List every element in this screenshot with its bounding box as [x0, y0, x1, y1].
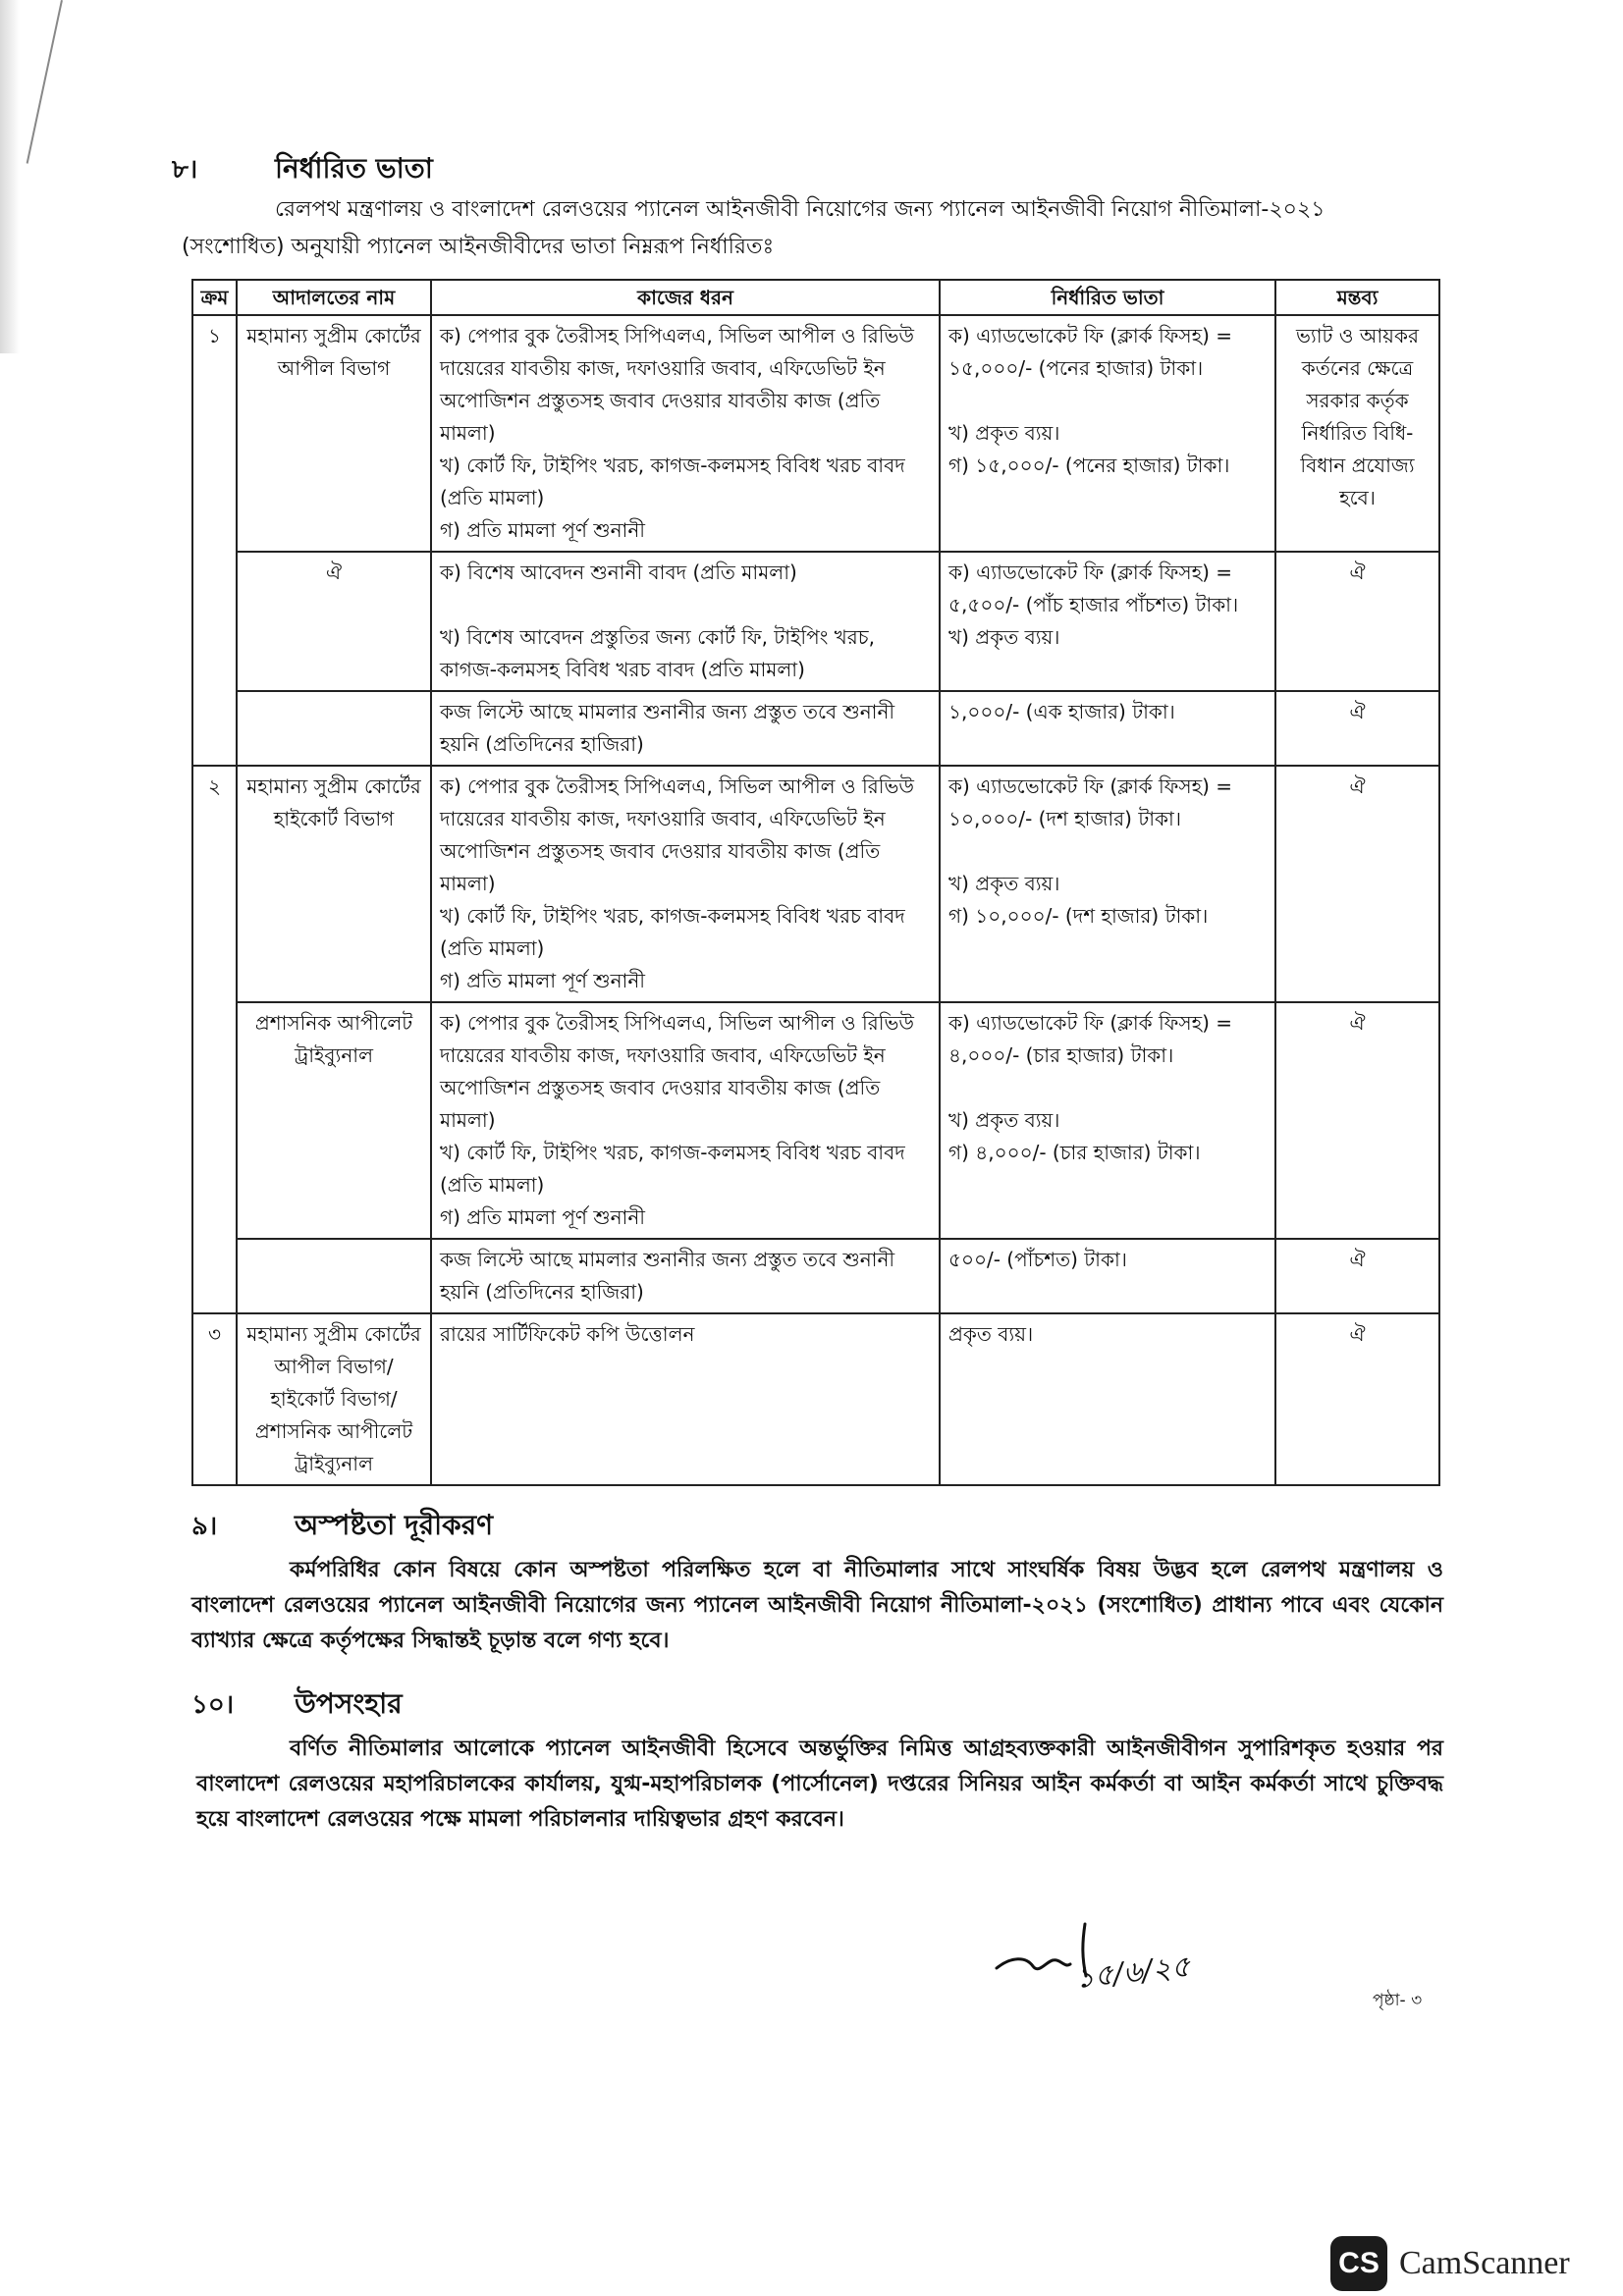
section-10-heading [191, 1682, 403, 1729]
fee-cell [940, 552, 1275, 691]
section-9-text: কর্মপরিধির কোন বিষয়ে কোন অস্পষ্টতা পরিলক্ষিত হলে বা নীতিমালার সাথে সাংঘর্ষিক বিষয় উদ্ভব হলে রেলপথ মন্ত্রণালয় ও বাংলাদেশ রেলওয়ের প্যানেল আইনজীবী নিয়োগের জন্য প্যানেল আইনজীবী নিয়োগ নীতিমালা-২০২১ (সংশোধিত) প্রাধান্য পাবে এবং যেকোন ব্যাখ্যার ক্ষেত্রে কর্তৃপক্ষের সিদ্ধান্তই চূড়ান্ত বলে গণ্য হবে। [191, 1558, 1443, 1653]
remarks-cell: ঐ [1275, 1239, 1439, 1313]
remarks-cell: ঐ [1275, 766, 1439, 1002]
table-row [192, 552, 1439, 691]
table-row [192, 1002, 1439, 1239]
work-cell [431, 766, 940, 1002]
fee-item: ক) এ্যাডভোকেট ফি (ক্লার্ক ফিসহ) = ১০,০০০/- (দশ হাজার) টাকা। [948, 774, 1232, 830]
section-10-text: বর্ণিত নীতিমালার আলোকে প্যানেল আইনজীবী হিসেবে অন্তর্ভুক্তির নিমিত্ত আগ্রহব্যক্তকারী আইনজীবীগন সুপারিশকৃত হওয়ার পর বাংলাদেশ রেলওয়ের মহাপরিচালকের কার্যালয়, যুগ্ম-মহাপরিচালক (পার্সোনেল) দপ্তরের সিনিয়র আইন কর্মকর্তা বা আইন কর্মকর্তা সাথে চুক্তিবদ্ধ হয়ে বাংলাদেশ রেলওয়ের পক্ষে মামলা পরিচালনার দায়িত্বভার গ্রহণ করবেন। [196, 1736, 1443, 1832]
fee-cell [940, 1002, 1275, 1239]
header-fee: নির্ধারিত ভাতা [940, 280, 1275, 315]
allowance-table [191, 279, 1440, 1486]
table-header-row [192, 280, 1439, 315]
work-cell: কজ লিস্টে আছে মামলার শুনানীর জন্য প্রস্তুত তবে শুনানী হয়নি (প্রতিদিনের হাজিরা) [431, 1239, 940, 1313]
work-item: খ) কোর্ট ফি, টাইপিং খরচ, কাগজ-কলমসহ বিবিধ খরচ বাবদ (প্রতি মামলা) [440, 454, 905, 509]
table-row [192, 691, 1439, 766]
fee-cell: ৫০০/- (পাঁচশত) টাকা। [940, 1239, 1275, 1313]
section-8-intro-line1: রেলপথ মন্ত্রণালয় ও বাংলাদেশ রেলওয়ের প্যানেল আইনজীবী নিয়োগের জন্য প্যানেল আইনজীবী নিয়োগ নীতিমালা-২০২১ [275, 197, 1325, 222]
section-number: ১০। [191, 1690, 235, 1720]
remarks-cell: ভ্যাট ও আয়কর কর্তনের ক্ষেত্রে সরকার কর্তৃক নির্ধারিত বিধি-বিধান প্রযোজ্য হবে। [1275, 315, 1439, 552]
section-8-intro-line2: (সংশোধিত) অনুযায়ী প্যানেল আইনজীবীদের ভাতা নিম্নরূপ নির্ধারিতঃ [182, 235, 775, 259]
court-cell [237, 1239, 431, 1313]
court-cell: মহামান্য সুপ্রীম কোর্টের হাইকোর্ট বিভাগ [237, 766, 431, 1002]
work-cell [431, 315, 940, 552]
work-item: খ) কোর্ট ফি, টাইপিং খরচ, কাগজ-কলমসহ বিবিধ খরচ বাবদ (প্রতি মামলা) [440, 1141, 905, 1197]
fee-item: গ) ৪,০০০/- (চার হাজার) টাকা। [948, 1141, 1201, 1164]
fee-item: ক) এ্যাডভোকেট ফি (ক্লার্ক ফিসহ) = ১৫,০০০/- (পনের হাজার) টাকা। [948, 324, 1232, 380]
fee-cell: প্রকৃত ব্যয়। [940, 1313, 1275, 1485]
header-work: কাজের ধরন [431, 280, 940, 315]
work-cell [431, 1002, 940, 1239]
work-item: খ) কোর্ট ফি, টাইপিং খরচ, কাগজ-কলমসহ বিবিধ খরচ বাবদ (প্রতি মামলা) [440, 904, 905, 960]
work-item: গ) প্রতি মামলা পূর্ণ শুনানী [440, 1205, 645, 1229]
serial-cell: ৩ [192, 1313, 237, 1485]
work-item: গ) প্রতি মামলা পূর্ণ শুনানী [440, 518, 645, 542]
court-cell: মহামান্য সুপ্রীম কোর্টের আপীল বিভাগ [237, 315, 431, 552]
fee-cell [940, 315, 1275, 552]
remarks-cell: ঐ [1275, 691, 1439, 766]
serial-cell: ২ [192, 766, 237, 1313]
section-8-heading [172, 147, 433, 193]
work-cell [431, 552, 940, 691]
table-row [192, 1239, 1439, 1313]
section-title: অস্পষ্টতা দূরীকরণ [295, 1509, 494, 1541]
work-item: ক) পেপার বুক তৈরীসহ সিপিএলএ, সিভিল আপীল ও রিভিউ দায়েরের যাবতীয় কাজ, দফাওয়ারি জবাব, এফিডেভিট ইন অপোজিশন প্রস্তুতসহ জবাব দেওয়ার যাবতীয় কাজ (প্রতি মামলা) [440, 774, 914, 895]
fee-cell [940, 766, 1275, 1002]
court-cell: প্রশাসনিক আপীলেট ট্রাইব্যুনাল [237, 1002, 431, 1239]
fee-cell: ১,০০০/- (এক হাজার) টাকা। [940, 691, 1275, 766]
signature-date: ১৫/৬/২৫ [1073, 1949, 1193, 1997]
table-row [192, 1313, 1439, 1485]
work-item: ক) পেপার বুক তৈরীসহ সিপিএলএ, সিভিল আপীল ও রিভিউ দায়েরের যাবতীয় কাজ, দফাওয়ারি জবাব, এফিডেভিট ইন অপোজিশন প্রস্তুতসহ জবাব দেওয়ার যাবতীয় কাজ (প্রতি মামলা) [440, 324, 914, 445]
fee-item: গ) ১০,০০০/- (দশ হাজার) টাকা। [948, 904, 1209, 928]
section-title: নির্ধারিত ভাতা [275, 152, 433, 185]
court-cell: মহামান্য সুপ্রীম কোর্টের আপীল বিভাগ/হাইকোর্ট বিভাগ/প্রশাসনিক আপীলেট ট্রাইব্যুনাল [237, 1313, 431, 1485]
fee-item: খ) প্রকৃত ব্যয়। [948, 625, 1060, 649]
table-row [192, 766, 1439, 1002]
table-row [192, 315, 1439, 552]
remarks-cell: ঐ [1275, 1002, 1439, 1239]
fee-item: খ) প্রকৃত ব্যয়। [948, 872, 1060, 895]
court-cell: ঐ [237, 552, 431, 691]
serial-cell: ১ [192, 315, 237, 766]
fee-item: ক) এ্যাডভোকেট ফি (ক্লার্ক ফিসহ) = ৪,০০০/- (চার হাজার) টাকা। [948, 1011, 1232, 1067]
fee-item: খ) প্রকৃত ব্যয়। [948, 1108, 1060, 1132]
fee-item: গ) ১৫,০০০/- (পনের হাজার) টাকা। [948, 454, 1230, 477]
work-item: ক) পেপার বুক তৈরীসহ সিপিএলএ, সিভিল আপীল ও রিভিউ দায়েরের যাবতীয় কাজ, দফাওয়ারি জবাব, এফিডেভিট ইন অপোজিশন প্রস্তুতসহ জবাব দেওয়ার যাবতীয় কাজ (প্রতি মামলা) [440, 1011, 914, 1132]
fee-item: ক) এ্যাডভোকেট ফি (ক্লার্ক ফিসহ) = ৫,৫০০/- (পাঁচ হাজার পাঁচশত) টাকা। [948, 561, 1239, 616]
court-cell [237, 691, 431, 766]
section-9-heading [191, 1504, 493, 1550]
camscanner-logo-icon: CS [1330, 2236, 1387, 2291]
page-number: পৃষ্ঠা- ৩ [1373, 1991, 1423, 2010]
camscanner-watermark [1330, 2236, 1570, 2291]
work-item: ক) বিশেষ আবেদন শুনানী বাবদ (প্রতি মামলা) [440, 561, 797, 584]
work-cell: কজ লিস্টে আছে মামলার শুনানীর জন্য প্রস্তুত তবে শুনানী হয়নি (প্রতিদিনের হাজিরা) [431, 691, 940, 766]
section-number: ৮। [172, 155, 198, 185]
fee-item: খ) প্রকৃত ব্যয়। [948, 421, 1060, 445]
work-item: খ) বিশেষ আবেদন প্রস্তুতির জন্য কোর্ট ফি, টাইপিং খরচ, কাগজ-কলমসহ বিবিধ খরচ বাবদ (প্রতি মামলা) [440, 625, 875, 681]
section-number: ৯। [191, 1512, 218, 1541]
header-court: আদালতের নাম [237, 280, 431, 315]
section-title: উপসংহার [295, 1687, 403, 1720]
remarks-cell: ঐ [1275, 1313, 1439, 1485]
camscanner-name: CamScanner [1399, 2245, 1570, 2281]
remarks-cell: ঐ [1275, 552, 1439, 691]
header-serial: ক্রম [192, 280, 237, 315]
work-cell: রায়ের সার্টিফিকেট কপি উত্তোলন [431, 1313, 940, 1485]
header-remarks: মন্তব্য [1275, 280, 1439, 315]
work-item: গ) প্রতি মামলা পূর্ণ শুনানী [440, 969, 645, 992]
